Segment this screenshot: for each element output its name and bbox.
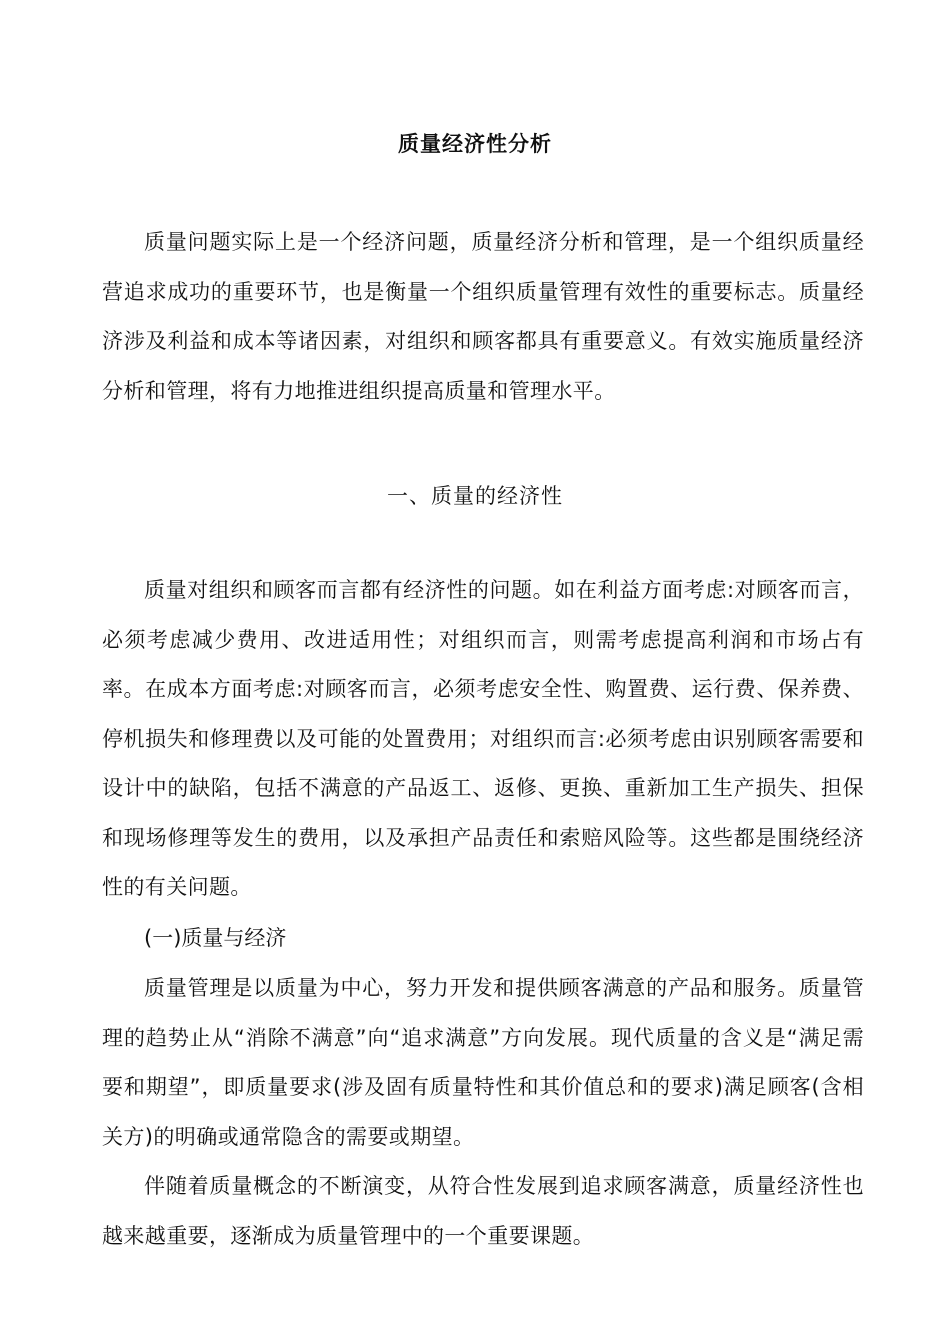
document-title: 质量经济性分析 [398,132,552,156]
intro-paragraph: 质量问题实际上是一个经济问题，质量经济分析和管理，是一个组织质量经营追求成功的重要环节，也是衡量一个组织质量管理有效性的重要标志。质量经济涉及利益和成本等诸因素，对组织和顾客都具有重要意义。有效实施质量经济分析和管理，将有力地推进组织提高质量和管理水平。 [102,230,864,403]
subsection-paragraph: 伴随着质量概念的不断演变，从符合性发展到追求顾客满意，质量经济性也越来越重要，逐渐成为质量管理中的一个重要课题。 [102,1174,864,1248]
subsection-paragraph: 质量管理是以质量为中心，努力开发和提供顾客满意的产品和服务。质量管理的趋势止从“消除不满意”向“追求满意”方向发展。现代质量的含义是“满足需要和期望”，即质量要求(涉及固有质量特性和其价值总和的要求)满足顾客(含相关方)的明确或通常隐含的需要或期望。 [102,976,864,1149]
section-paragraph: 质量对组织和顾客而言都有经济性的问题。如在利益方面考虑:对顾客而言，必须考虑减少费用、改进适用性；对组织而言，则需考虑提高利润和市场占有率。在成本方面考虑:对顾客而言，必须考虑安全性、购置费、运行费、保养费、停机损失和修理费以及可能的处置费用；对组织而言:必须考虑由识别顾客需要和设计中的缺陷，包括不满意的产品返工、返修、更换、重新加工生产损失、担保和现场修理等发生的费用，以及承担产品责任和索赔风险等。这些都是围绕经济性的有关问题。 [102,578,864,899]
section-heading: 一、质量的经济性 [387,484,563,508]
subsection-heading: (一)质量与经济 [144,926,287,950]
